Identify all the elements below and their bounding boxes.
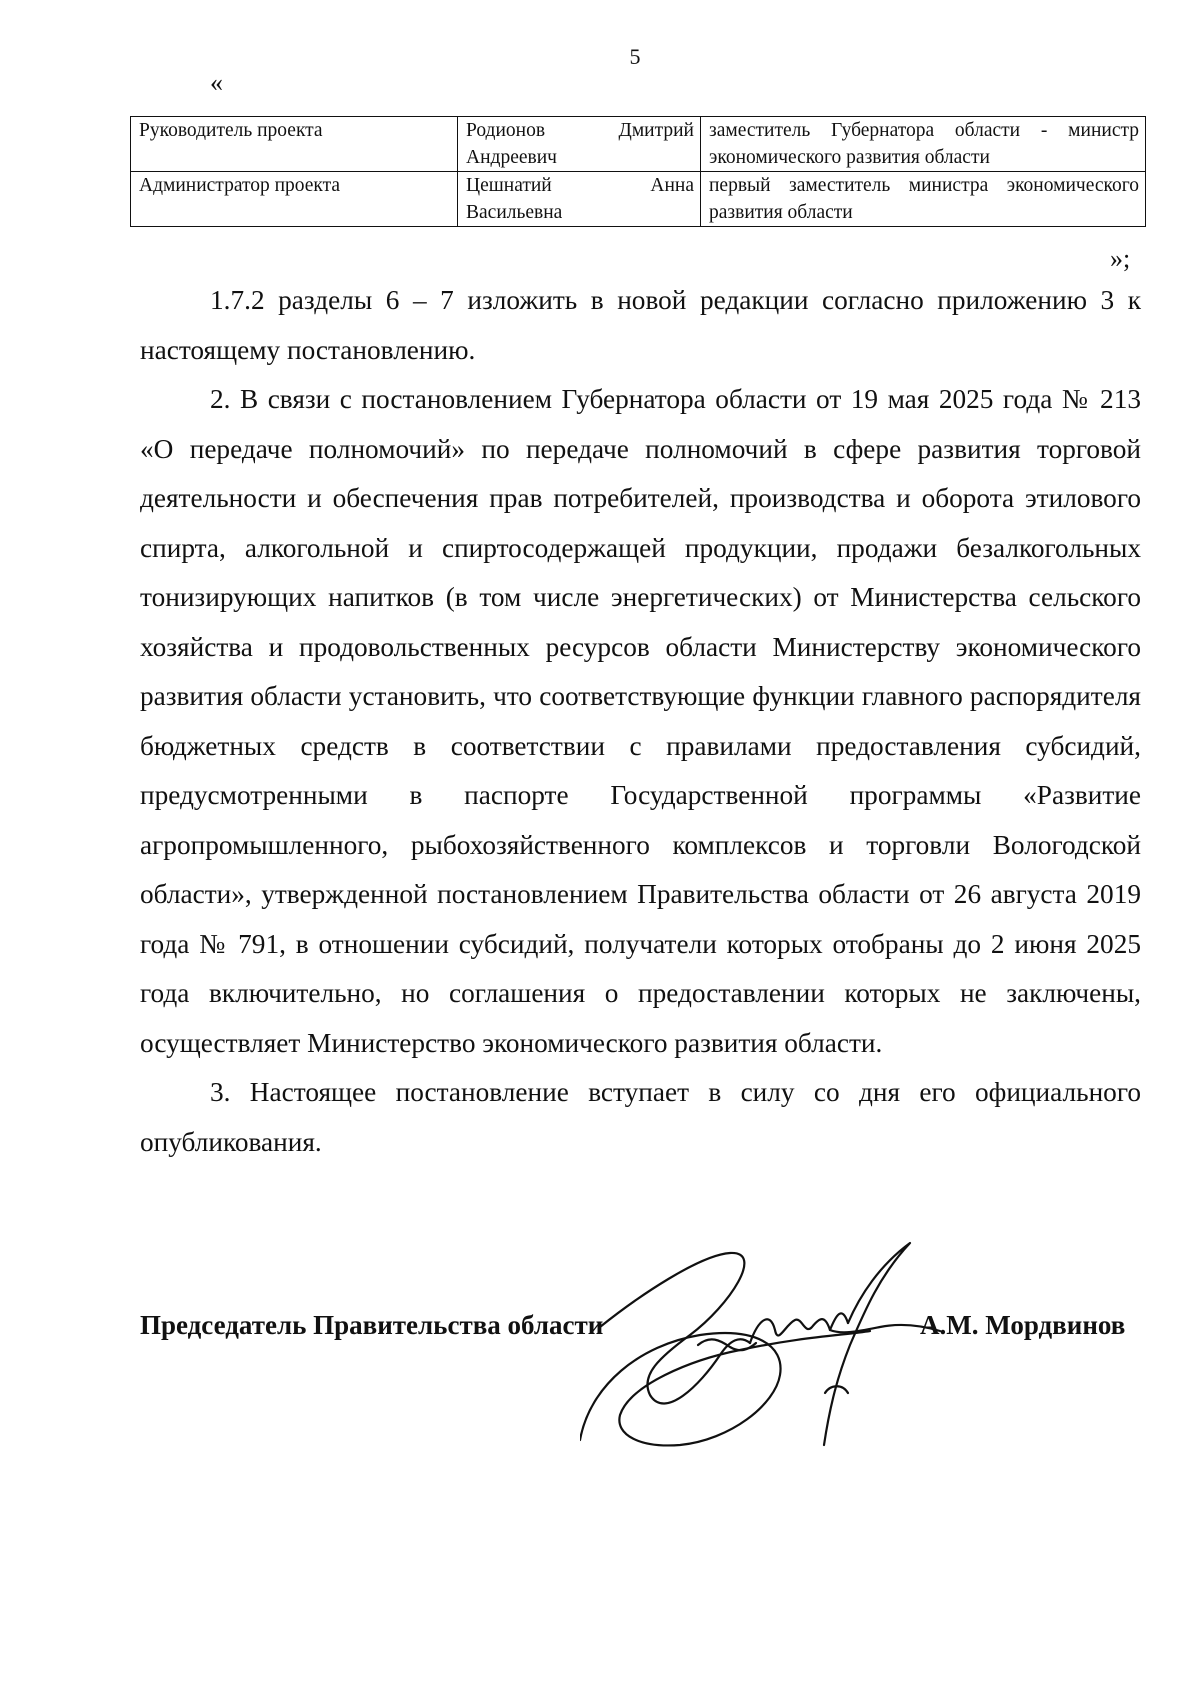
project-roles-table <box>130 116 1146 227</box>
paragraph-3: 3. Настоящее постановление вступает в силу со дня его официального опубликования. <box>140 1077 1141 1157</box>
signatory-name: А.М. Мордвинов <box>920 1310 1126 1340</box>
position-cell: заместитель Губернатора области - министр экономического развития области <box>701 117 1146 172</box>
role-cell: Администратор проекта <box>131 172 458 227</box>
paragraph-1-7-2: 1.7.2 разделы 6 – 7 изложить в новой редакции согласно приложению 3 к настоящему постановлению. <box>140 285 1141 365</box>
resolution-body <box>140 276 1141 1167</box>
signatory-title: Председатель Правительства области <box>140 1310 604 1340</box>
page-number: 5 <box>629 44 641 69</box>
table-row <box>131 172 1146 227</box>
role-cell: Руководитель проекта <box>131 117 458 172</box>
paragraph-2: 2. В связи с постановлением Губернатора области от 19 мая 2025 года № 213 «О передаче полномочий» по передаче полномочий в сфере развития торговой деятельности и обеспечения прав потребителей, производства и оборота этилового спирта, алкогольной и спиртосодержащей продукции, продажи безалкогольных тонизирующих напитков (в том числе энергетических) от Министерства сельского хозяйства и продовольственных ресурсов области Министерству экономического развития области установить, что соответствующие функции главного распорядителя бюджетных средств в соответствии с правилами предоставления субсидий, предусмотренными в паспорте Государственной программы «Развитие агропромышленного, рыбохозяйственного комплексов и торговли Вологодской области», утвержденной постановлением Правительства области от 26 августа 2019 года № 791, в отношении субсидий, получатели которых отобраны до 2 июня 2025 года включительно, но соглашения о предоставлении которых не заключены, осуществляет Министерство экономического развития области. <box>140 384 1141 1058</box>
person-cell: Родионов Дмитрий Андреевич <box>458 117 701 172</box>
closing-quote-mark: »; <box>1110 244 1131 273</box>
opening-quote-mark: « <box>210 68 223 97</box>
table-row <box>131 117 1146 172</box>
position-cell: первый заместитель министра экономического развития области <box>701 172 1146 227</box>
person-cell: Цешнатий Анна Васильевна <box>458 172 701 227</box>
handwritten-signature <box>580 1235 960 1450</box>
